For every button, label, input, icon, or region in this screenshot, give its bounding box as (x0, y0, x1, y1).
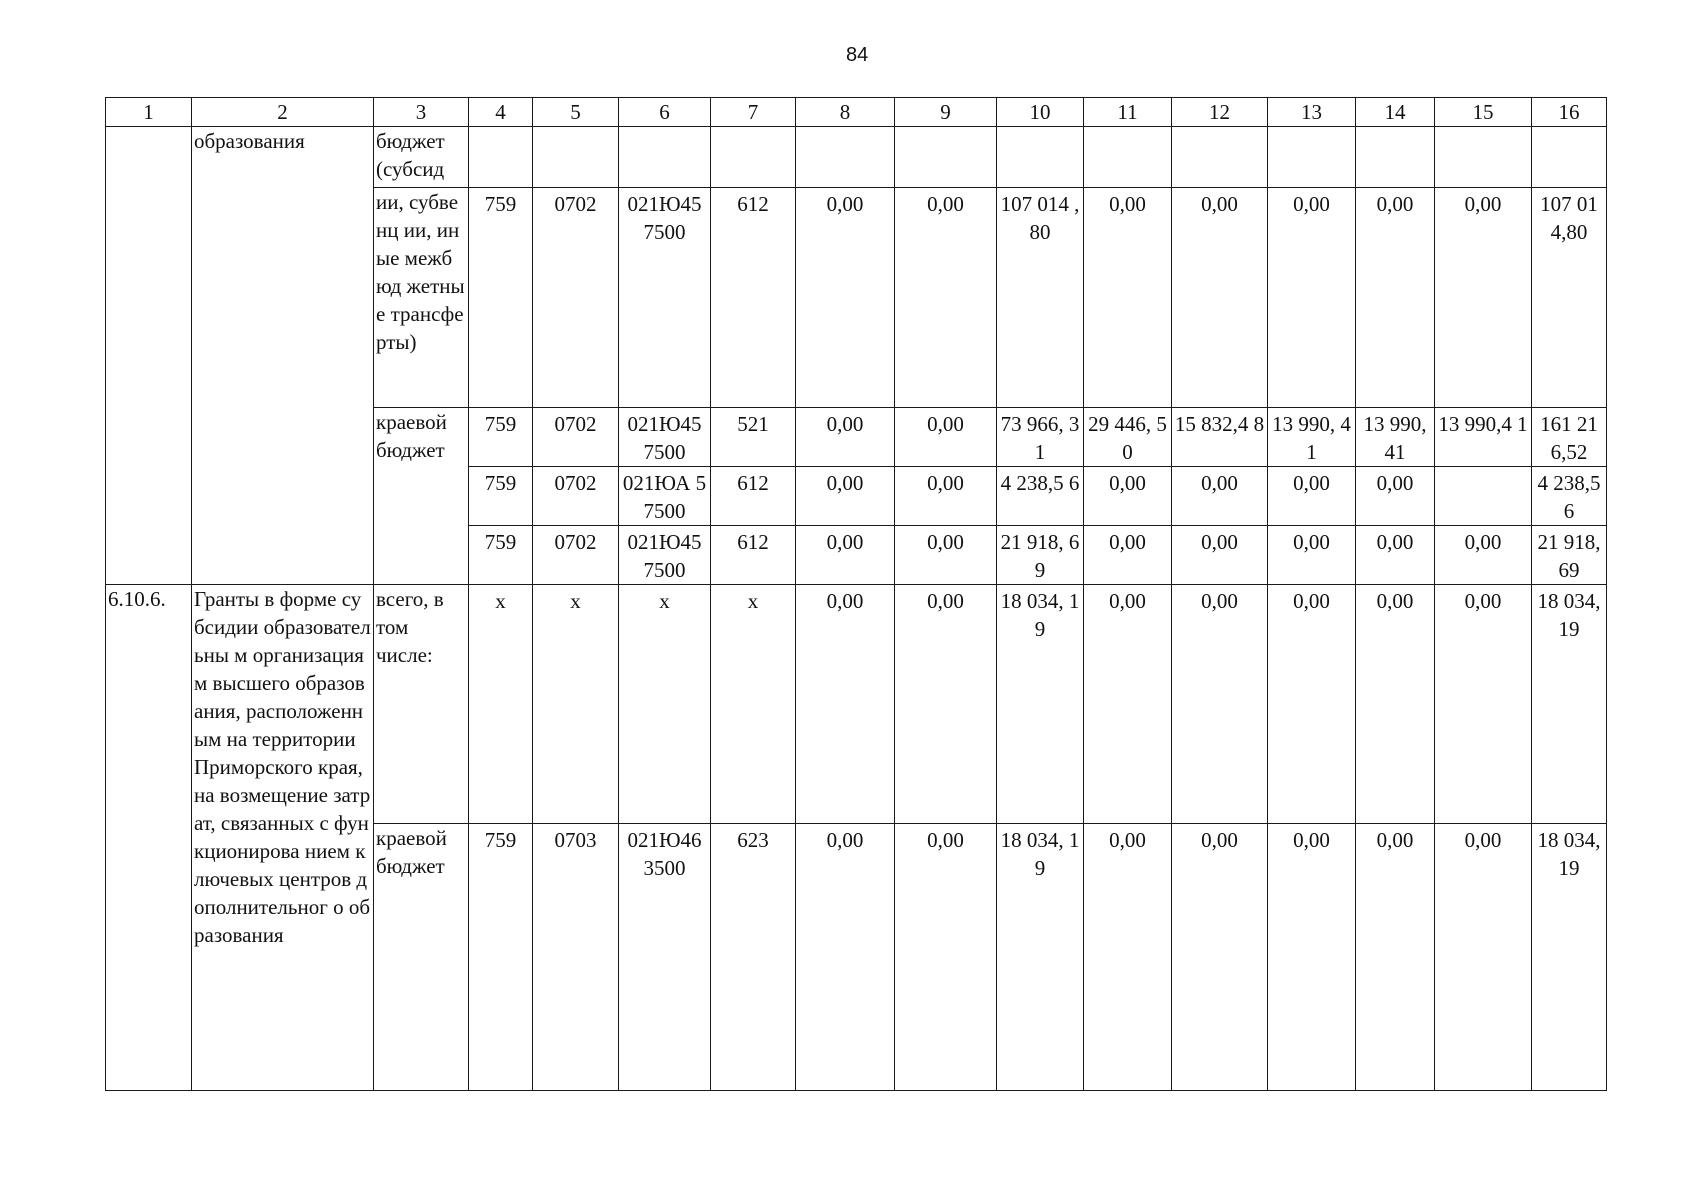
value-cell: 021Ю45 7500 (619, 526, 711, 585)
header-cell: 16 (1532, 98, 1607, 127)
value-cell (997, 127, 1084, 188)
value-cell (1532, 127, 1607, 188)
value-cell (796, 127, 895, 188)
table-row (106, 127, 1607, 188)
header-cell: 4 (469, 98, 533, 127)
header-cell: 8 (796, 98, 895, 127)
value-cell: 0,00 (796, 526, 895, 585)
value-cell: 0,00 (895, 408, 997, 467)
value-cell: 0,00 (895, 585, 997, 824)
value-cell: 0,00 (1084, 188, 1172, 408)
value-cell: 18 034, 19 (1532, 585, 1607, 824)
value-cell: 18 034, 19 (997, 585, 1084, 824)
value-cell: 13 990, 41 (1356, 408, 1435, 467)
value-cell: 759 (469, 467, 533, 526)
value-cell: 759 (469, 824, 533, 1091)
row-code-cell (106, 127, 192, 585)
value-cell: 759 (469, 408, 533, 467)
value-cell: 0,00 (1356, 188, 1435, 408)
value-cell: 13 990, 41 (1268, 408, 1356, 467)
value-cell (1268, 127, 1356, 188)
value-cell: 13 990,4 1 (1435, 408, 1532, 467)
value-cell: 612 (711, 188, 796, 408)
value-cell: 0,00 (796, 188, 895, 408)
header-cell: 12 (1172, 98, 1268, 127)
value-cell: 0703 (533, 824, 619, 1091)
value-cell: 0,00 (895, 188, 997, 408)
value-cell: 021Ю45 7500 (619, 408, 711, 467)
value-cell: 18 034, 19 (997, 824, 1084, 1091)
value-cell: 521 (711, 408, 796, 467)
value-cell: 0,00 (1084, 526, 1172, 585)
value-cell: 0,00 (1172, 526, 1268, 585)
value-cell: 4 238,5 6 (997, 467, 1084, 526)
table-header-row (106, 98, 1607, 127)
value-cell (711, 127, 796, 188)
value-cell: 021Ю46 3500 (619, 824, 711, 1091)
item-code-cell: 6.10.6. (106, 585, 192, 1091)
value-cell: 18 034, 19 (1532, 824, 1607, 1091)
value-cell: 21 918, 69 (1532, 526, 1607, 585)
header-cell: 3 (374, 98, 469, 127)
page-number: 84 (846, 44, 869, 66)
value-cell: 0,00 (1172, 824, 1268, 1091)
value-cell: 0,00 (1268, 526, 1356, 585)
value-cell: 0,00 (895, 824, 997, 1091)
value-cell: 107 01 4,80 (1532, 188, 1607, 408)
header-cell: 7 (711, 98, 796, 127)
value-cell: 4 238,5 6 (1532, 467, 1607, 526)
value-cell: 0702 (533, 408, 619, 467)
value-cell: 0702 (533, 467, 619, 526)
value-cell: 0,00 (1084, 585, 1172, 824)
source-cell: ии, субвенц ии, иные межбюд жетные трансфе рты) (374, 188, 469, 408)
value-cell: 0,00 (1435, 824, 1532, 1091)
header-cell: 1 (106, 98, 192, 127)
value-cell: 15 832,4 8 (1172, 408, 1268, 467)
value-cell: 0,00 (1172, 188, 1268, 408)
value-cell (469, 127, 533, 188)
value-cell: 612 (711, 526, 796, 585)
value-cell: 759 (469, 526, 533, 585)
header-cell: 15 (1435, 98, 1532, 127)
value-cell: 021Ю45 7500 (619, 188, 711, 408)
value-cell: 0,00 (1356, 526, 1435, 585)
value-cell: 0,00 (1268, 585, 1356, 824)
value-cell: 0,00 (1268, 467, 1356, 526)
value-cell: 623 (711, 824, 796, 1091)
value-cell: 107 014 ,80 (997, 188, 1084, 408)
value-cell: 0,00 (1172, 585, 1268, 824)
value-cell: 0,00 (796, 408, 895, 467)
source-cell: краевой бюджет (374, 408, 469, 585)
header-cell: 11 (1084, 98, 1172, 127)
value-cell: 0,00 (1435, 585, 1532, 824)
source-cell: всего, в том числе: (374, 585, 469, 824)
value-cell (895, 127, 997, 188)
value-cell: х (711, 585, 796, 824)
value-cell: 0702 (533, 526, 619, 585)
header-cell: 2 (192, 98, 374, 127)
value-cell: 0,00 (1435, 526, 1532, 585)
value-cell: 0,00 (1356, 585, 1435, 824)
value-cell: 0,00 (895, 467, 997, 526)
header-cell: 10 (997, 98, 1084, 127)
value-cell: 759 (469, 188, 533, 408)
table-row (106, 585, 1607, 824)
value-cell (533, 127, 619, 188)
value-cell: 21 918, 69 (997, 526, 1084, 585)
value-cell: 161 21 6,52 (1532, 408, 1607, 467)
value-cell: х (619, 585, 711, 824)
value-cell: 0,00 (1172, 467, 1268, 526)
value-cell: 29 446, 50 (1084, 408, 1172, 467)
value-cell (1435, 127, 1532, 188)
value-cell: 0,00 (895, 526, 997, 585)
value-cell: 73 966, 31 (997, 408, 1084, 467)
header-cell: 13 (1268, 98, 1356, 127)
value-cell: 0702 (533, 188, 619, 408)
value-cell: 0,00 (1084, 824, 1172, 1091)
value-cell: 0,00 (1356, 467, 1435, 526)
source-cell: краевой бюджет (374, 824, 469, 1091)
value-cell: х (533, 585, 619, 824)
value-cell (1435, 467, 1532, 526)
value-cell: 0,00 (1268, 824, 1356, 1091)
value-cell: 0,00 (796, 824, 895, 1091)
value-cell: 0,00 (1084, 467, 1172, 526)
value-cell: 612 (711, 467, 796, 526)
value-cell: 0,00 (1435, 188, 1532, 408)
value-cell: 0,00 (1268, 188, 1356, 408)
header-cell: 9 (895, 98, 997, 127)
budget-table (105, 97, 1607, 1091)
value-cell: 0,00 (796, 585, 895, 824)
header-cell: 6 (619, 98, 711, 127)
value-cell: 0,00 (796, 467, 895, 526)
value-cell (1172, 127, 1268, 188)
value-cell: 0,00 (1356, 824, 1435, 1091)
value-cell: 021ЮА 57500 (619, 467, 711, 526)
header-cell: 5 (533, 98, 619, 127)
value-cell (1356, 127, 1435, 188)
header-cell: 14 (1356, 98, 1435, 127)
row-name-cell: образования (192, 127, 374, 585)
value-cell (1084, 127, 1172, 188)
value-cell (619, 127, 711, 188)
value-cell: х (469, 585, 533, 824)
item-name-cell: Гранты в форме субсидии образовательны м организациям высшего образования, расположенным на территории Приморского края, на возмещение затрат, связанных с функционирова нием ключевых центров дополнительног о образования (192, 585, 374, 1091)
source-cell: бюджет (субсид (374, 127, 469, 188)
